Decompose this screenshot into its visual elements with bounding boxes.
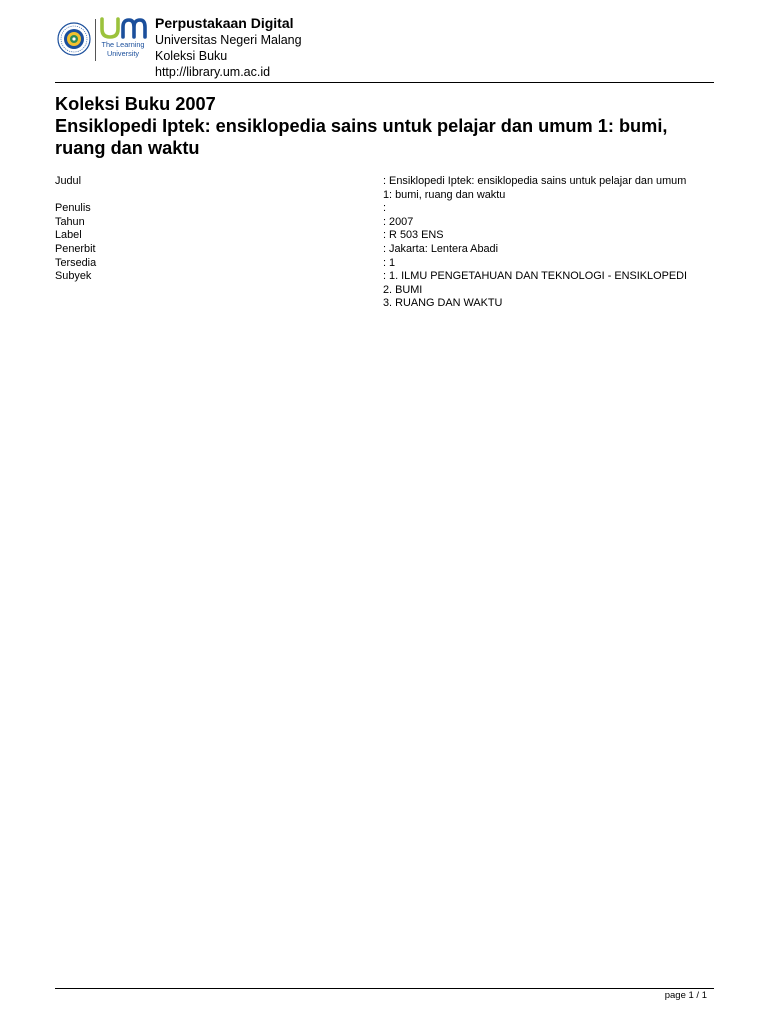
- logo-divider: [95, 19, 96, 61]
- logo-tagline: The Learning University: [101, 40, 145, 58]
- metadata-value: [383, 243, 715, 257]
- metadata-value-line: : 1: [383, 256, 396, 269]
- metadata-value-line: 1: bumi, ruang dan waktu: [383, 188, 506, 201]
- metadata-row: [55, 216, 715, 230]
- metadata-value-line: : 1. ILMU PENGETAHUAN DAN TEKNOLOGI - ENSIKLOPEDI: [383, 270, 687, 283]
- header-divider: [55, 82, 714, 83]
- metadata-value-line: : Jakarta: Lentera Abadi: [383, 242, 499, 255]
- footer-divider: [55, 988, 714, 989]
- header-text-block: [155, 15, 302, 80]
- metadata-label: Label: [55, 229, 82, 242]
- metadata-value: [383, 175, 715, 202]
- metadata-label: Subyek: [55, 270, 92, 283]
- university-name: Universitas Negeri Malang: [155, 33, 302, 47]
- document-heading: [55, 93, 715, 159]
- metadata-row: [55, 175, 715, 202]
- library-url[interactable]: http://library.um.ac.id: [155, 65, 271, 79]
- metadata-value: [383, 257, 715, 271]
- metadata-value-line: : R 503 ENS: [383, 229, 444, 242]
- metadata-label: Penerbit: [55, 242, 96, 255]
- metadata-row: [55, 243, 715, 257]
- collection-year-heading: Koleksi Buku 2007: [55, 94, 216, 114]
- metadata-value: [383, 229, 715, 243]
- metadata-row: [55, 270, 715, 311]
- metadata-label: Tahun: [55, 215, 85, 228]
- metadata-value: [383, 270, 715, 311]
- metadata-label: Penulis: [55, 202, 91, 215]
- metadata-value-line: :: [383, 202, 387, 215]
- metadata-label: Judul: [55, 175, 82, 187]
- library-title: Perpustakaan Digital: [155, 15, 294, 31]
- metadata-value: [383, 202, 715, 216]
- university-seal-icon: [57, 22, 91, 56]
- university-logo-group: [55, 15, 151, 67]
- metadata-value-line: 3. RUANG DAN WAKTU: [383, 297, 503, 310]
- metadata-row: [55, 257, 715, 271]
- metadata-value: [383, 216, 715, 230]
- page-number: page 1 / 1: [664, 990, 707, 1001]
- document-header: [55, 12, 714, 82]
- metadata-value-line: : Ensiklopedi Iptek: ensiklopedia sains untuk pelajar dan umum: [383, 175, 687, 187]
- collection-name: Koleksi Buku: [155, 49, 228, 63]
- metadata-row: [55, 202, 715, 216]
- book-title-heading: Ensiklopedi Iptek: ensiklopedia sains untuk pelajar dan umum 1: bumi, ruang dan waktu: [55, 116, 668, 158]
- metadata-label: Tersedia: [55, 256, 97, 269]
- um-logo-icon: [99, 15, 149, 41]
- metadata-value-line: : 2007: [383, 215, 414, 228]
- metadata-table: [55, 175, 715, 311]
- metadata-value-line: 2. BUMI: [383, 283, 423, 296]
- metadata-row: [55, 229, 715, 243]
